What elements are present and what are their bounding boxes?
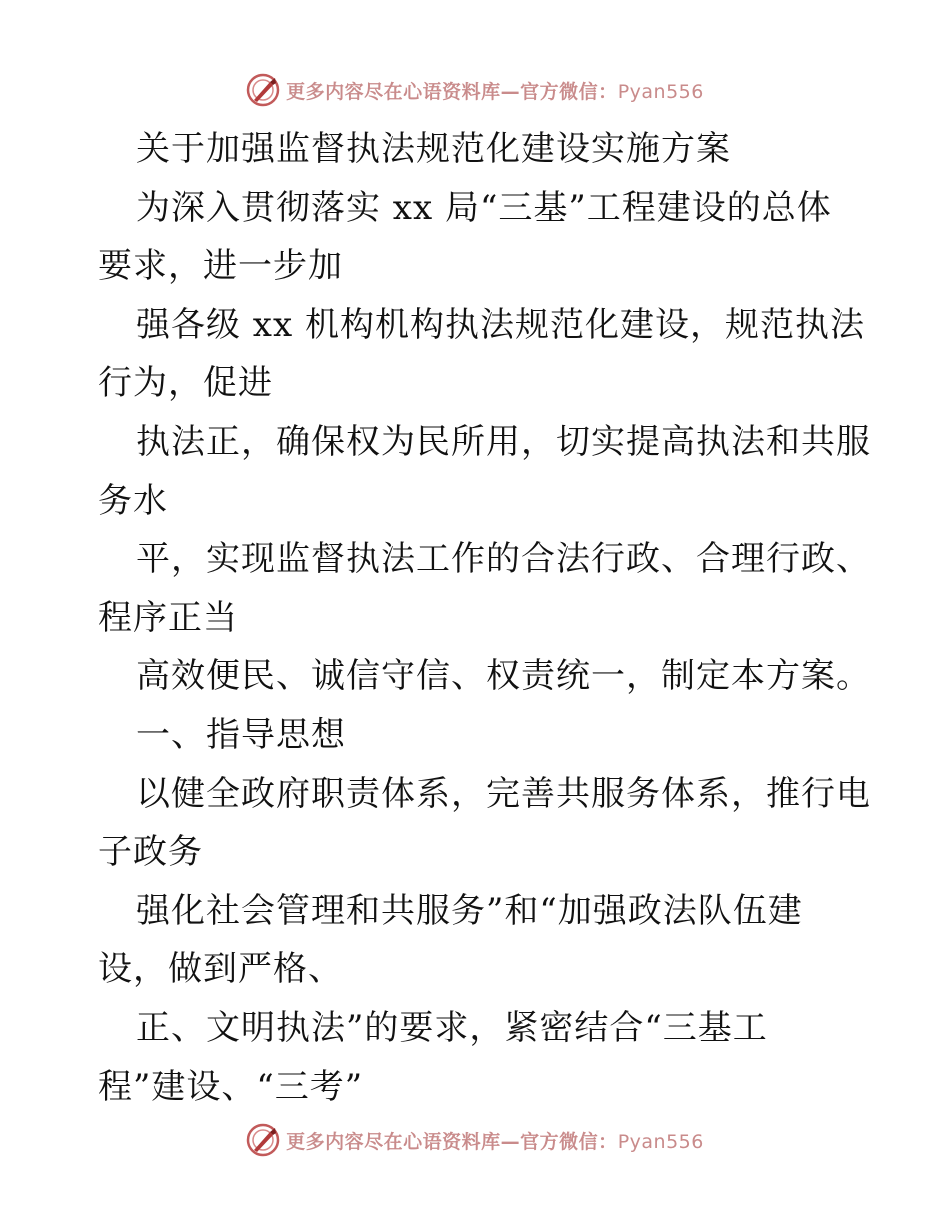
paragraph-line: 设，做到严格、 (98, 949, 343, 990)
wechat-id: Pyan556 (617, 1130, 704, 1153)
pen-nib-logo-icon (246, 73, 280, 107)
paragraph-line: 强各级 xx 机构机构执法规范化建设，规范执法 (136, 304, 865, 345)
document-body (98, 120, 871, 1116)
paragraph-line: 子政务 (98, 832, 203, 873)
document-title: 关于加强监督执法规范化建设实施方案 (136, 129, 731, 169)
watermark-text: 更多内容尽在心语资料库— (286, 1130, 521, 1153)
section-heading: 一、指导思想 (136, 714, 346, 755)
pen-nib-logo-icon (246, 1123, 280, 1157)
paragraph-line: 高效便民、诚信守信、权责统一，制定本方案。 (136, 656, 871, 697)
paragraph-line: 强化社会管理和共服务”和“加强政法队伍建 (136, 890, 803, 931)
paragraph-line: 行为，促进 (98, 363, 273, 404)
paragraph-line: 以健全政府职责体系，完善共服务体系，推行电 (136, 773, 871, 814)
paragraph-line: 务水 (98, 480, 168, 521)
footer-watermark-banner (0, 1120, 950, 1160)
paragraph-line: 执法正，确保权为民所用，切实提高执法和共服 (136, 421, 871, 462)
paragraph-line: 程”建设、“三考” (98, 1066, 364, 1107)
paragraph-line: 平，实现监督执法工作的合法行政、合理行政、 (136, 539, 871, 580)
paragraph-line: 正、文明执法”的要求，紧密结合“三基工 (136, 1007, 768, 1048)
wechat-label: 官方微信： (520, 1130, 618, 1153)
paragraph-line: 程序正当 (98, 597, 238, 638)
paragraph-line: 要求，进一步加 (98, 246, 343, 287)
paragraph-line: 为深入贯彻落实 xx 局“三基”工程建设的总体 (136, 187, 832, 228)
watermark-text: 更多内容尽在心语资料库— (286, 80, 521, 103)
wechat-label: 官方微信： (520, 80, 618, 103)
wechat-id: Pyan556 (617, 80, 704, 103)
header-watermark-banner (0, 70, 950, 110)
